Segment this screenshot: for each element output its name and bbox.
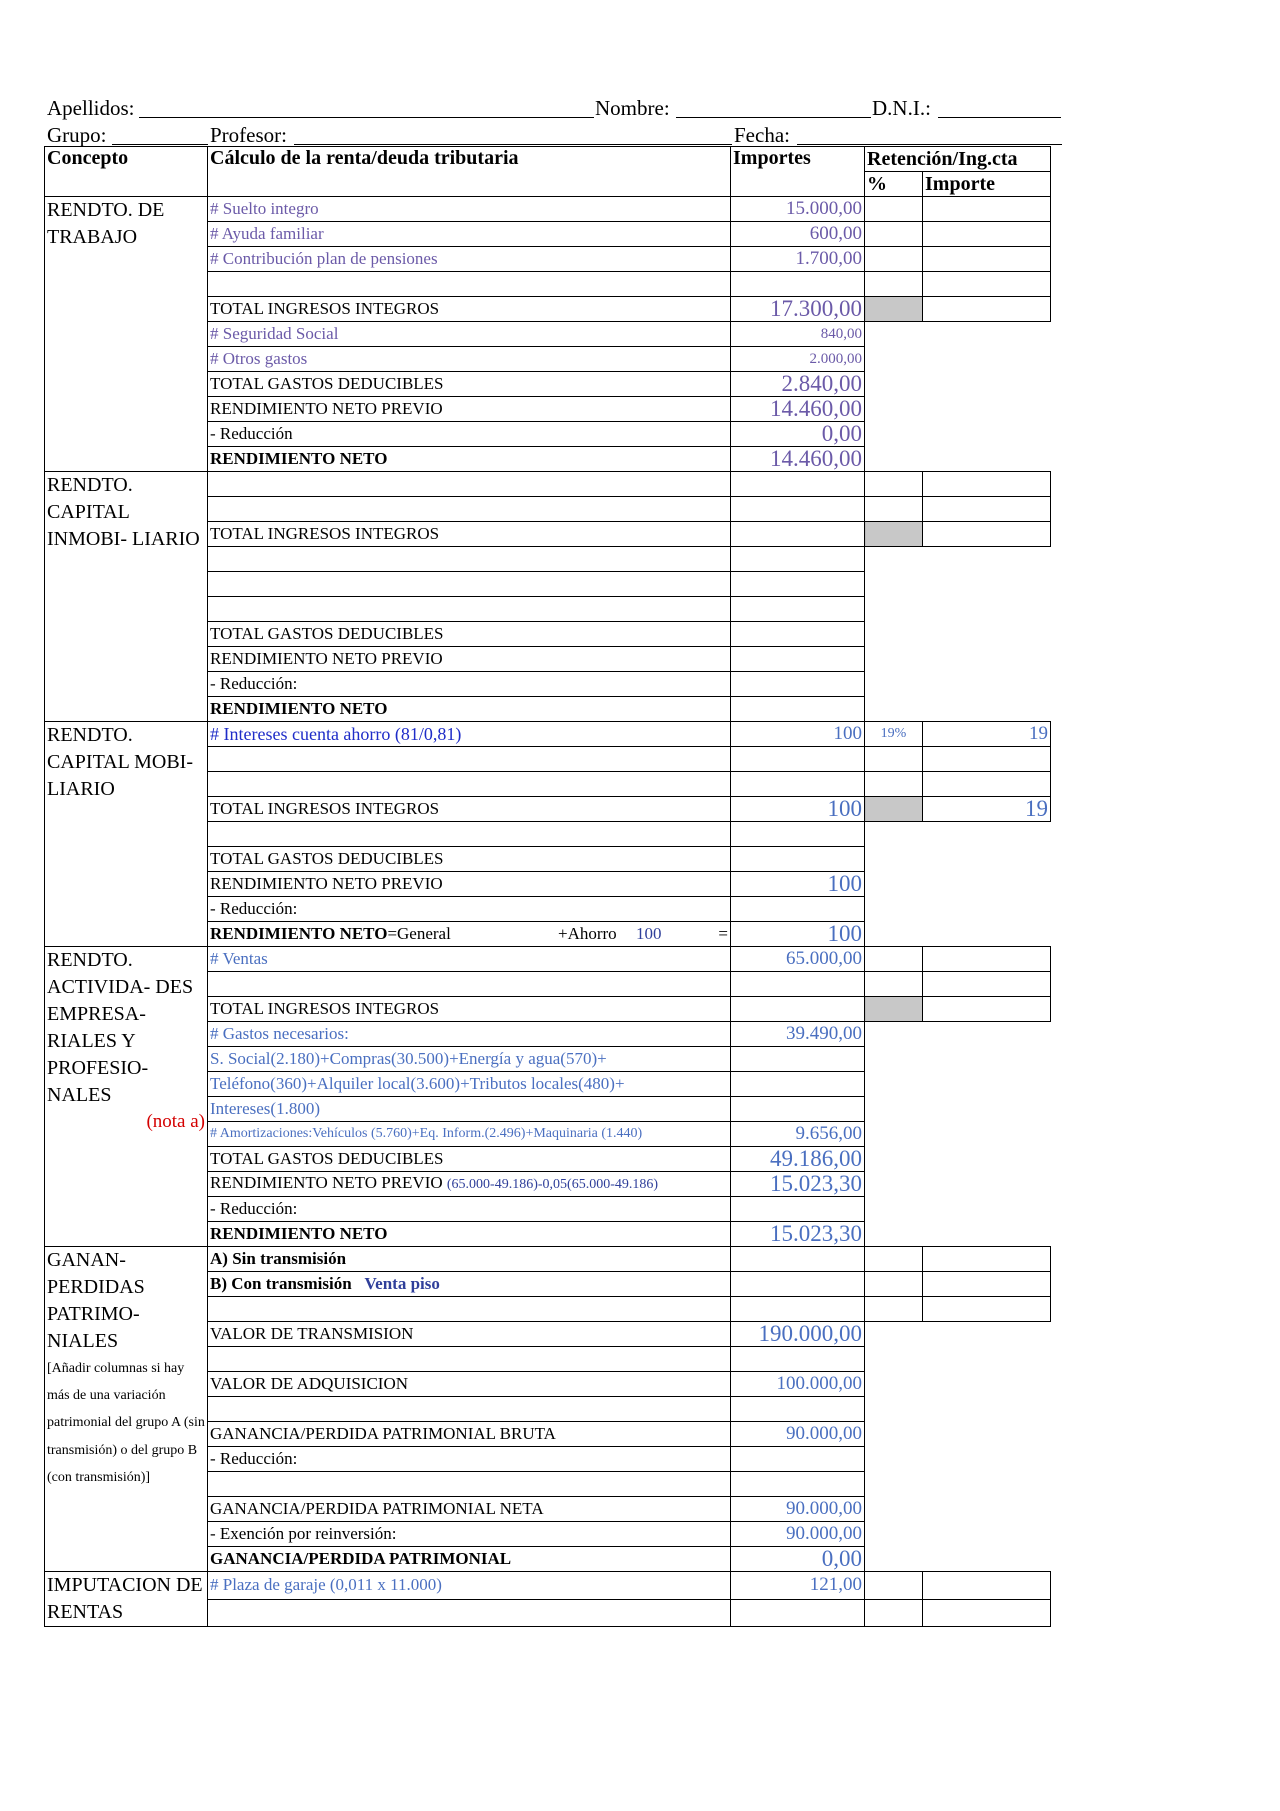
shaded-cell — [865, 297, 923, 322]
col-importes: Importes — [731, 147, 865, 197]
row-amount — [731, 1097, 865, 1122]
row-label: # Suelto integro — [208, 197, 731, 222]
section-ganancias — [45, 1247, 208, 1572]
neto-ahorro-label: +Ahorro — [558, 924, 617, 943]
row-label: # Seguridad Social — [208, 322, 731, 347]
row-label: - Reducción: — [208, 897, 731, 922]
row-amount: 100 — [731, 722, 865, 747]
row-label: # Ventas — [208, 947, 731, 972]
row-amount: 90.000,00 — [731, 1522, 865, 1547]
row-amount: 2.000,00 — [731, 347, 865, 372]
row-amount: 190.000,00 — [731, 1322, 865, 1347]
row-label: # Gastos necesarios: — [208, 1022, 731, 1047]
row-amount — [731, 1447, 865, 1472]
blank-area — [865, 322, 1051, 472]
apellidos-label: Apellidos: — [47, 96, 135, 120]
ret-importe-cell — [923, 1272, 1051, 1297]
empty-cell — [731, 572, 865, 597]
empty-cell — [731, 472, 865, 497]
col-pct: % — [865, 172, 923, 197]
ret-importe-cell — [923, 297, 1051, 322]
row-amount: 1.700,00 — [731, 247, 865, 272]
col-calculo: Cálculo de la renta/deuda tributaria — [208, 147, 731, 197]
row-label: RENDIMIENTO NETO PREVIO — [208, 397, 731, 422]
row-label: # Otros gastos — [208, 347, 731, 372]
neto-equals: = — [718, 924, 728, 943]
section-ganancias-label: GANAN- PERDIDAS PATRIMO- NIALES — [47, 1249, 145, 1352]
ret-importe-cell — [923, 197, 1051, 222]
ret-importe-cell — [923, 1247, 1051, 1272]
row-amount: 0,00 — [731, 422, 865, 447]
row-amount: 14.460,00 — [731, 447, 865, 472]
nombre-label: Nombre: — [595, 96, 670, 120]
col-retencion: Retención/Ing.cta — [865, 147, 1051, 172]
dni-label: D.N.I.: — [872, 96, 931, 120]
row-label: A) Sin transmisión — [208, 1247, 731, 1272]
row-label: # Contribución plan de pensiones — [208, 247, 731, 272]
row-label: RENDIMIENTO NETO PREVIO — [208, 647, 731, 672]
empty-cell — [208, 972, 731, 997]
ret-pct-cell — [865, 947, 923, 972]
empty-cell — [208, 272, 731, 297]
ret-pct-cell — [865, 972, 923, 997]
empty-cell — [208, 597, 731, 622]
ret-pct-cell — [865, 247, 923, 272]
row-amount: 9.656,00 — [731, 1122, 865, 1147]
row-amount — [731, 1272, 865, 1297]
row-label: # Ayuda familiar — [208, 222, 731, 247]
row-label: TOTAL GASTOS DEDUCIBLES — [208, 622, 731, 647]
empty-cell — [208, 1472, 731, 1497]
row-amount: 100 — [731, 872, 865, 897]
tax-form-table — [44, 146, 1051, 1627]
row-amount: 0,00 — [731, 1547, 865, 1572]
row-label: # Amortizaciones:Vehículos (5.760)+Eq. Inform.(2.496)+Maquinaria (1.440) — [208, 1122, 731, 1147]
empty-cell — [208, 1297, 731, 1322]
fecha-label: Fecha: — [734, 123, 790, 147]
section-inmobiliario: RENDTO. CAPITAL INMOBI- LIARIO — [45, 472, 208, 722]
ret-pct-cell — [865, 1572, 923, 1600]
ret-importe-cell — [923, 947, 1051, 972]
row-amount: 49.186,00 — [731, 1147, 865, 1172]
empty-cell — [731, 272, 865, 297]
row-label: RENDIMIENTO NETO — [208, 697, 731, 722]
blank-area — [865, 1022, 1051, 1247]
ret-importe-cell — [923, 222, 1051, 247]
ret-importe-cell — [923, 247, 1051, 272]
fecha-field[interactable] — [797, 144, 1062, 145]
ret-pct-cell — [865, 747, 923, 772]
row-label: - Reducción: — [208, 672, 731, 697]
row-amount: 65.000,00 — [731, 947, 865, 972]
ret-pct-cell — [865, 497, 923, 522]
nota-a: (nota a) — [146, 1111, 205, 1132]
ret-importe-cell — [923, 472, 1051, 497]
ganancias-note: [Añadir columnas si hay más de una variación patrimonial del grupo A (sin transmisión) o del grupo B (con transmisión)] — [47, 1361, 205, 1485]
empty-cell — [731, 597, 865, 622]
neto-label: RENDIMIENTO NETO — [210, 924, 388, 943]
ret-pct-cell — [865, 772, 923, 797]
row-label: TOTAL INGRESOS INTEGROS — [208, 797, 731, 822]
row-label: - Reducción: — [208, 1197, 731, 1222]
shaded-cell — [865, 797, 923, 822]
row-amount — [731, 1197, 865, 1222]
ret-pct-cell — [865, 222, 923, 247]
empty-cell — [731, 972, 865, 997]
ret-pct-cell — [865, 1599, 923, 1627]
row-label: - Exención por reinversión: — [208, 1522, 731, 1547]
ret-pct-cell — [865, 1272, 923, 1297]
row-amount — [731, 1047, 865, 1072]
empty-cell — [731, 747, 865, 772]
row-amount: 100 — [731, 922, 865, 947]
row-amount: 600,00 — [731, 222, 865, 247]
empty-cell — [208, 1347, 731, 1372]
row-amount — [731, 522, 865, 547]
row-label: TOTAL INGRESOS INTEGROS — [208, 297, 731, 322]
row-amount — [731, 647, 865, 672]
row-label: VALOR DE ADQUISICION — [208, 1372, 731, 1397]
row-label — [208, 1172, 731, 1197]
row-amount — [731, 672, 865, 697]
ret-importe-cell — [923, 997, 1051, 1022]
row-label: GANANCIA/PERDIDA PATRIMONIAL — [208, 1547, 731, 1572]
ret-importe-cell — [923, 1572, 1051, 1600]
empty-cell — [731, 772, 865, 797]
row-label: # Intereses cuenta ahorro (81/0,81) — [208, 722, 731, 747]
section-trabajo: RENDTO. DE TRABAJO — [45, 197, 208, 472]
row-amount: 15.000,00 — [731, 197, 865, 222]
blank-area — [865, 1322, 1051, 1572]
con-transmision-desc: Venta piso — [364, 1274, 440, 1293]
grupo-label: Grupo: — [47, 123, 107, 147]
row-amount: 840,00 — [731, 322, 865, 347]
empty-cell — [208, 747, 731, 772]
row-label: RENDIMIENTO NETO PREVIO — [208, 872, 731, 897]
row-amount: 17.300,00 — [731, 297, 865, 322]
shaded-cell — [865, 522, 923, 547]
nombre-field[interactable] — [676, 117, 871, 118]
row-label: - Reducción — [208, 422, 731, 447]
neto-ahorro-value: 100 — [636, 924, 662, 943]
ret-pct-cell — [865, 197, 923, 222]
section-actividades — [45, 947, 208, 1247]
ret-pct-cell — [865, 1297, 923, 1322]
empty-cell — [208, 822, 731, 847]
ret-importe-cell — [923, 272, 1051, 297]
con-transmision-label: B) Con transmisión — [210, 1274, 352, 1293]
empty-cell — [208, 572, 731, 597]
empty-cell — [731, 547, 865, 572]
row-label: - Reducción: — [208, 1447, 731, 1472]
row-label — [208, 1272, 731, 1297]
row-amount: 121,00 — [731, 1572, 865, 1600]
row-label: S. Social(2.180)+Compras(30.500)+Energía y agua(570)+ — [208, 1047, 731, 1072]
row-amount: 15.023,30 — [731, 1222, 865, 1247]
row-label: GANANCIA/PERDIDA PATRIMONIAL BRUTA — [208, 1422, 731, 1447]
row-label: RENDIMIENTO NETO — [208, 1222, 731, 1247]
row-label: TOTAL GASTOS DEDUCIBLES — [208, 1147, 731, 1172]
ret-pct-cell — [865, 1247, 923, 1272]
row-label: RENDIMIENTO NETO — [208, 447, 731, 472]
row-amount — [731, 622, 865, 647]
ret-pct-cell — [865, 472, 923, 497]
section-actividades-label: RENDTO. ACTIVIDA- DES EMPRESA- RIALES Y PROFESIO- NALES — [47, 949, 194, 1106]
ret-importe-cell: 19 — [923, 797, 1051, 822]
empty-cell — [731, 1472, 865, 1497]
row-amount: 14.460,00 — [731, 397, 865, 422]
row-amount: 100 — [731, 797, 865, 822]
ret-importe-cell: 19 — [923, 722, 1051, 747]
col-concepto: Concepto — [45, 147, 208, 197]
empty-cell — [731, 1397, 865, 1422]
section-mobiliario: RENDTO. CAPITAL MOBI- LIARIO — [45, 722, 208, 947]
row-label: # Plaza de garaje (0,011 x 11.000) — [208, 1572, 731, 1600]
row-amount — [731, 847, 865, 872]
profesor-field[interactable] — [294, 144, 732, 145]
row-label: TOTAL GASTOS DEDUCIBLES — [208, 847, 731, 872]
row-amount: 90.000,00 — [731, 1422, 865, 1447]
shaded-cell — [865, 997, 923, 1022]
row-amount — [731, 897, 865, 922]
row-label — [208, 922, 731, 947]
row-amount: 39.490,00 — [731, 1022, 865, 1047]
row-label: VALOR DE TRANSMISION — [208, 1322, 731, 1347]
row-amount: 2.840,00 — [731, 372, 865, 397]
blank-area — [865, 547, 1051, 722]
empty-cell — [208, 1599, 731, 1627]
empty-cell — [208, 1397, 731, 1422]
row-label: Intereses(1.800) — [208, 1097, 731, 1122]
row-amount — [731, 997, 865, 1022]
empty-cell — [731, 1347, 865, 1372]
grupo-field[interactable] — [112, 144, 208, 145]
blank-area — [865, 822, 1051, 947]
row-amount: 90.000,00 — [731, 1497, 865, 1522]
row-label: Teléfono(360)+Alquiler local(3.600)+Tributos locales(480)+ — [208, 1072, 731, 1097]
empty-cell — [731, 822, 865, 847]
section-imputacion: IMPUTACION DE RENTAS — [45, 1572, 208, 1627]
ret-importe-cell — [923, 1599, 1051, 1627]
row-label: TOTAL INGRESOS INTEGROS — [208, 522, 731, 547]
ret-importe-cell — [923, 522, 1051, 547]
row-amount — [731, 1247, 865, 1272]
ret-pct-cell — [865, 272, 923, 297]
empty-cell — [731, 1599, 865, 1627]
row-label: GANANCIA/PERDIDA PATRIMONIAL NETA — [208, 1497, 731, 1522]
neto-general: =General — [387, 924, 451, 943]
empty-cell — [731, 1297, 865, 1322]
row-amount: 100.000,00 — [731, 1372, 865, 1397]
ret-importe-cell — [923, 772, 1051, 797]
row-amount — [731, 697, 865, 722]
ret-importe-cell — [923, 1297, 1051, 1322]
neto-previo-calc: (65.000-49.186)-0,05(65.000-49.186) — [446, 1177, 659, 1192]
empty-cell — [208, 772, 731, 797]
ret-importe-cell — [923, 747, 1051, 772]
ret-importe-cell — [923, 497, 1051, 522]
row-amount — [731, 1072, 865, 1097]
row-amount: 15.023,30 — [731, 1172, 865, 1197]
row-label: TOTAL INGRESOS INTEGROS — [208, 997, 731, 1022]
empty-cell — [731, 497, 865, 522]
empty-cell — [208, 472, 731, 497]
ret-pct-cell: 19% — [865, 722, 923, 747]
row-label: TOTAL GASTOS DEDUCIBLES — [208, 372, 731, 397]
empty-cell — [208, 497, 731, 522]
neto-previo-label: RENDIMIENTO NETO PREVIO — [210, 1173, 443, 1192]
dni-field[interactable] — [938, 117, 1061, 118]
col-importe: Importe — [923, 172, 1051, 197]
empty-cell — [208, 547, 731, 572]
ret-importe-cell — [923, 972, 1051, 997]
apellidos-field[interactable] — [139, 117, 594, 118]
profesor-label: Profesor: — [210, 123, 287, 147]
